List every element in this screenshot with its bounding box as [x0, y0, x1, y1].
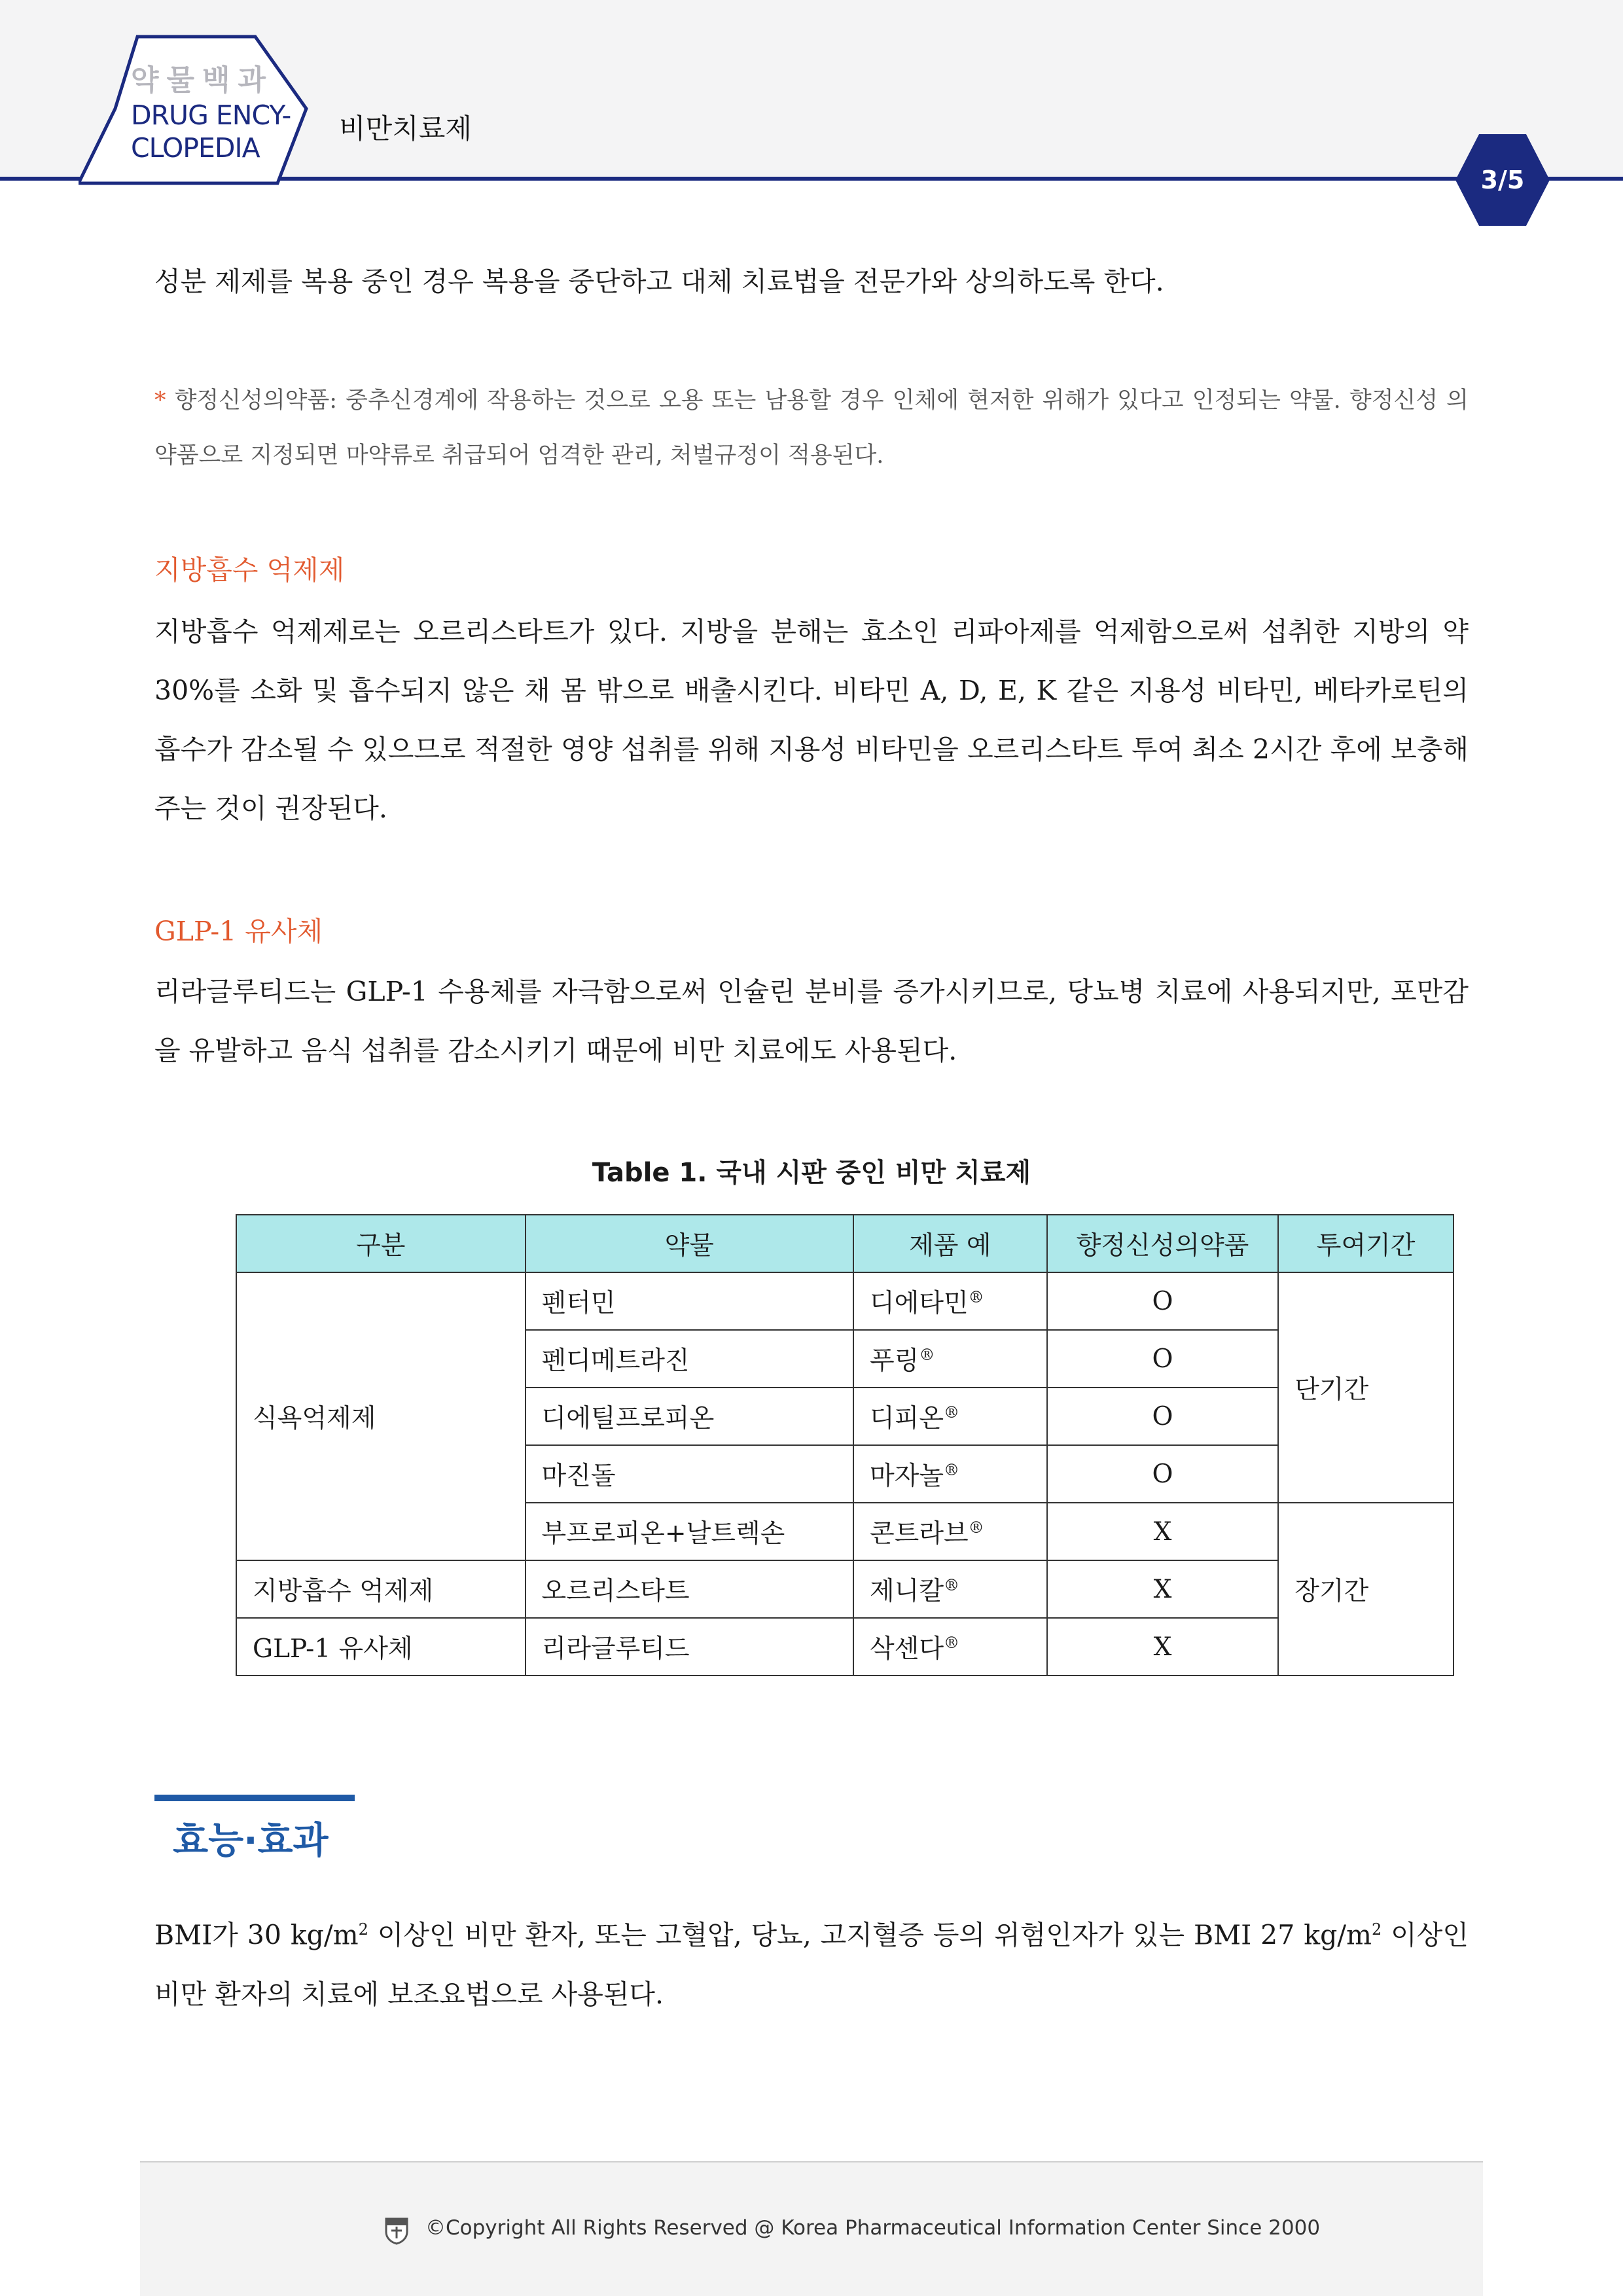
- section-title-bar: [154, 1795, 355, 1801]
- footnote: [154, 373, 1469, 483]
- section-title-efficacy: 효능·효과: [173, 1820, 329, 1862]
- product-cell: 푸링®: [853, 1330, 1047, 1388]
- category-cell: 지방흡수 억제제: [236, 1560, 526, 1618]
- table-header-row: [236, 1215, 1454, 1272]
- footnote-star: *: [154, 387, 166, 414]
- section-heading-fat-absorption: 지방흡수 억제제: [154, 554, 345, 586]
- product-cell: 마자놀®: [853, 1445, 1047, 1503]
- product-cell: 삭센다®: [853, 1618, 1047, 1676]
- column-header-category: 구분: [236, 1215, 526, 1272]
- logo: [131, 62, 291, 164]
- logo-korean: 약물백과: [131, 63, 274, 97]
- drug-cell: 리라글루티드: [526, 1618, 853, 1676]
- psychotropic-cell: X: [1047, 1618, 1279, 1676]
- column-header-drug: 약물: [526, 1215, 853, 1272]
- kpic-emblem-icon: [383, 2216, 410, 2245]
- table-row: [236, 1618, 1454, 1676]
- table-row: [236, 1272, 1454, 1330]
- section-heading-glp1: GLP-1 유사체: [154, 916, 323, 947]
- drug-cell: 펜디메트라진: [526, 1330, 853, 1388]
- psychotropic-cell: X: [1047, 1503, 1279, 1560]
- psychotropic-cell: X: [1047, 1560, 1279, 1618]
- drug-cell: 디에틸프로피온: [526, 1388, 853, 1445]
- product-cell: 디에타민®: [853, 1272, 1047, 1330]
- footnote-text: 향정신성의약품: 중추신경계에 작용하는 것으로 오용 또는 남용할 경우 인체에 현저한 위해가 있다고 인정되는 약물. 향정신성 의약품으로 지정되면 마약류로 취급되어 엄격한 관리, 처벌규정이 적용된다.: [154, 387, 1469, 469]
- psychotropic-cell: O: [1047, 1330, 1279, 1388]
- drug-cell: 마진돌: [526, 1445, 853, 1503]
- drug-cell: 부프로피온+날트렉손: [526, 1503, 853, 1560]
- section-text-fat-absorption: 지방흡수 억제제로는 오르리스타트가 있다. 지방을 분해는 효소인 리파아제를 억제함으로써 섭취한 지방의 약 30%를 소화 및 흡수되지 않은 채 몸 밖으로 배출시킨다. 비타민 A, D, E, K 같은 지용성 비타민, 베타카로틴의 흡수가 감소될 수 있으므로 적절한 영양 섭취를 위해 지용성 비타민을 오르리스타트 투여 최소 2시간 후에 보충해 주는 것이 권장된다.: [154, 616, 1469, 824]
- section-text-glp1: 리라글루티드는 GLP-1 수용체를 자극함으로써 인슐린 분비를 증가시키므로, 당뇨병 치료에 사용되지만, 포만감을 유발하고 음식 섭취를 감소시키기 때문에 비만 치료에도 사용된다.: [154, 976, 1469, 1066]
- product-cell: 콘트라브®: [853, 1503, 1047, 1560]
- drug-cell: 오르리스타트: [526, 1560, 853, 1618]
- page-number: 3/5: [1480, 166, 1525, 194]
- category-cell: GLP-1 유사체: [236, 1618, 526, 1676]
- document-title: 비만치료제: [339, 113, 472, 145]
- period-cell: 단기간: [1278, 1272, 1454, 1503]
- product-cell: 디피온®: [853, 1388, 1047, 1445]
- drug-cell: 펜터민: [526, 1272, 853, 1330]
- psychotropic-cell: O: [1047, 1388, 1279, 1445]
- period-cell: 장기간: [1278, 1503, 1454, 1676]
- logo-english-line2: CLOPEDIA: [131, 132, 260, 164]
- column-header-psychotropic: 향정신성의약품: [1047, 1215, 1279, 1272]
- column-header-product: 제품 예: [853, 1215, 1047, 1272]
- psychotropic-cell: O: [1047, 1272, 1279, 1330]
- drug-table: [236, 1214, 1454, 1676]
- efficacy-text: BMI가 30 $kg/m^2$ 이상인 비만 환자, 또는 고혈압, 당뇨, 고지혈증 등의 위험인자가 있는 BMI 27 $kg/m^2$ 이상인 비만 환자의 치료에 보조요법으로 사용된다.: [154, 1919, 1469, 2010]
- product-cell: 제니칼®: [853, 1560, 1047, 1618]
- table-row: [236, 1560, 1454, 1618]
- copyright-text: ©Copyright All Rights Reserved @ Korea Pharmaceutical Information Center Since 2000: [425, 2216, 1321, 2240]
- category-cell: 식욕억제제: [236, 1272, 526, 1560]
- column-header-period: 투여기간: [1278, 1215, 1454, 1272]
- continued-paragraph: 성분 제제를 복용 중인 경우 복용을 중단하고 대체 치료법을 전문가와 상의하도록 한다.: [154, 266, 1164, 297]
- table-caption: Table 1. 국내 시판 중인 비만 치료제: [592, 1158, 1031, 1188]
- logo-english-line1: DRUG ENCY-: [131, 99, 291, 131]
- psychotropic-cell: O: [1047, 1445, 1279, 1503]
